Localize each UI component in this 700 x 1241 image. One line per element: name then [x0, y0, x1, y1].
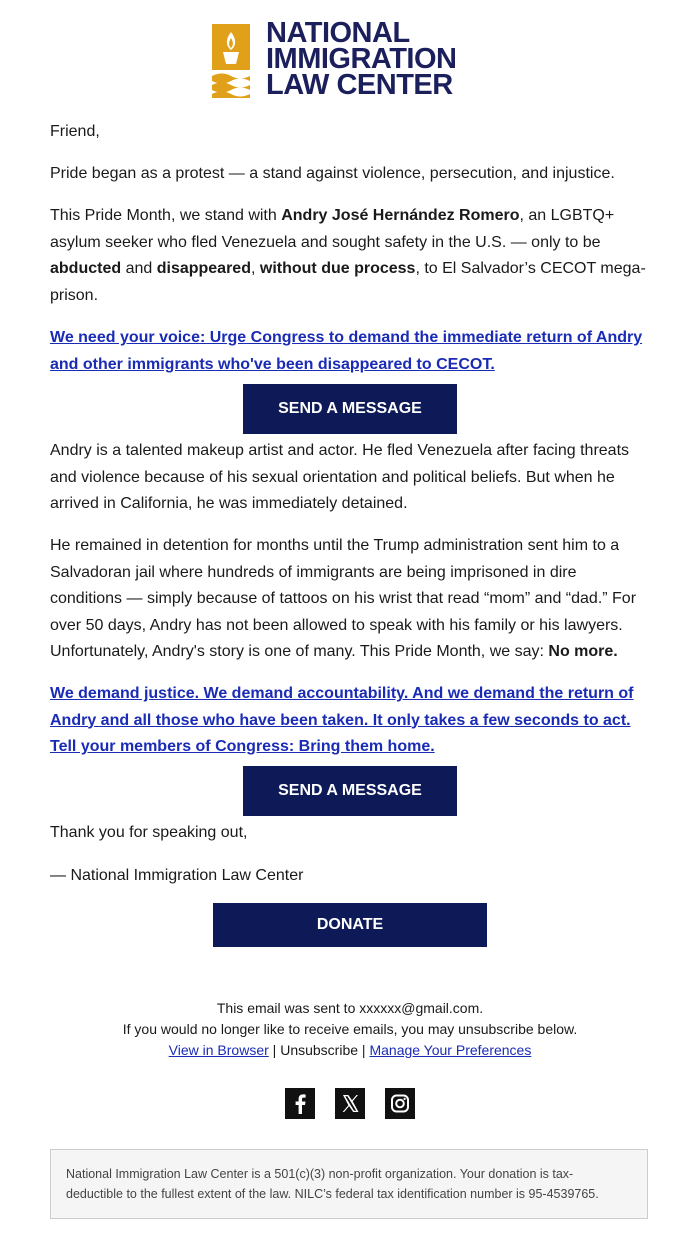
cta-link-urge-congress[interactable]: We need your voice: Urge Congress to demand the immediate return of Andry and other immigrants who've been disappeared to CECOT. — [50, 329, 643, 373]
send-message-button-2[interactable]: SEND A MESSAGE — [243, 766, 457, 816]
story-text-4: , — [250, 260, 260, 277]
intro-paragraph: Pride began as a protest — a stand against violence, persecution, and injustice. — [50, 165, 615, 182]
signature-text: — National Immigration Law Center — [50, 867, 304, 884]
artist-paragraph: Andry is a talented makeup artist and actor. He fled Venezuela after facing threats and violence because of his sexual orientation and political beliefs. But when he arrived in California, he was immediately detained. — [50, 442, 630, 512]
story-paragraph — [50, 203, 650, 309]
torch-logo-icon — [212, 24, 250, 98]
story-due-process: without due process — [259, 260, 416, 277]
instagram-icon[interactable] — [385, 1088, 415, 1119]
thanks-text: Thank you for speaking out, — [50, 824, 248, 841]
greeting: Friend, — [50, 123, 100, 140]
facebook-icon[interactable] — [285, 1088, 315, 1119]
logo-line-1: NATIONAL — [266, 17, 410, 49]
view-in-browser-link[interactable]: View in Browser — [168, 1042, 269, 1058]
cta-link-demand-justice[interactable]: We demand justice. We demand accountability. And we demand the return of Andry and all those who have been taken. It only takes a few seconds to act. Tell your members of Congress: Bring them home. — [50, 685, 634, 755]
story-disappeared: disappeared — [156, 260, 251, 277]
story-text-5: , to El Salvador’s CECOT mega-prison. — [50, 260, 646, 304]
x-twitter-icon[interactable] — [335, 1088, 365, 1119]
footer-links — [0, 1040, 700, 1061]
footer-separator-1: | — [268, 1042, 281, 1058]
story-text-1: This Pride Month, we stand with — [50, 207, 282, 224]
send-message-button-1[interactable]: SEND A MESSAGE — [243, 384, 457, 434]
legal-disclaimer-box — [50, 1149, 648, 1219]
story-name: Andry José Hernández Romero — [281, 207, 520, 224]
logo-line-2: IMMIGRATION — [266, 43, 457, 75]
detention-paragraph — [50, 533, 650, 666]
logo-line-3: LAW CENTER — [266, 69, 453, 101]
nilc-logo — [212, 17, 502, 101]
story-text-3: and — [121, 260, 157, 277]
unsubscribe-link[interactable]: Unsubscribe — [280, 1042, 359, 1058]
logo-wordmark — [266, 17, 457, 101]
no-more-text: No more. — [548, 643, 618, 660]
footer-unsubscribe-note: If you would no longer like to receive emails, you may unsubscribe below. — [122, 1021, 578, 1037]
footer-separator-2: | — [358, 1042, 370, 1058]
manage-preferences-link[interactable]: Manage Your Preferences — [369, 1042, 532, 1058]
legal-disclaimer-text: National Immigration Law Center is a 501(c)(3) non-profit organization. Your donation is tax-deductible to the fullest extent of the law. NILC’s federal tax identification number is 95-4539765. — [66, 1167, 599, 1201]
footer-sent-to: This email was sent to xxxxxx@gmail.com. — [216, 1000, 484, 1016]
story-abducted: abducted — [50, 260, 122, 277]
story-text-2: , an LGBTQ+ asylum seeker who fled Venezuela and sought safety in the U.S. — only to be — [50, 207, 615, 251]
detention-text: He remained in detention for months until the Trump administration sent him to a Salvadoran jail where hundreds of immigrants are being imprisoned in dire conditions — simply because of tattoos on his wrist that read “mom” and “dad.” For over 50 days, Andry has not been allowed to speak with his family or his lawyers. Unfortunately, Andry's story is one of many. This Pride Month, we say: — [50, 537, 637, 660]
donate-button[interactable]: DONATE — [213, 903, 487, 947]
